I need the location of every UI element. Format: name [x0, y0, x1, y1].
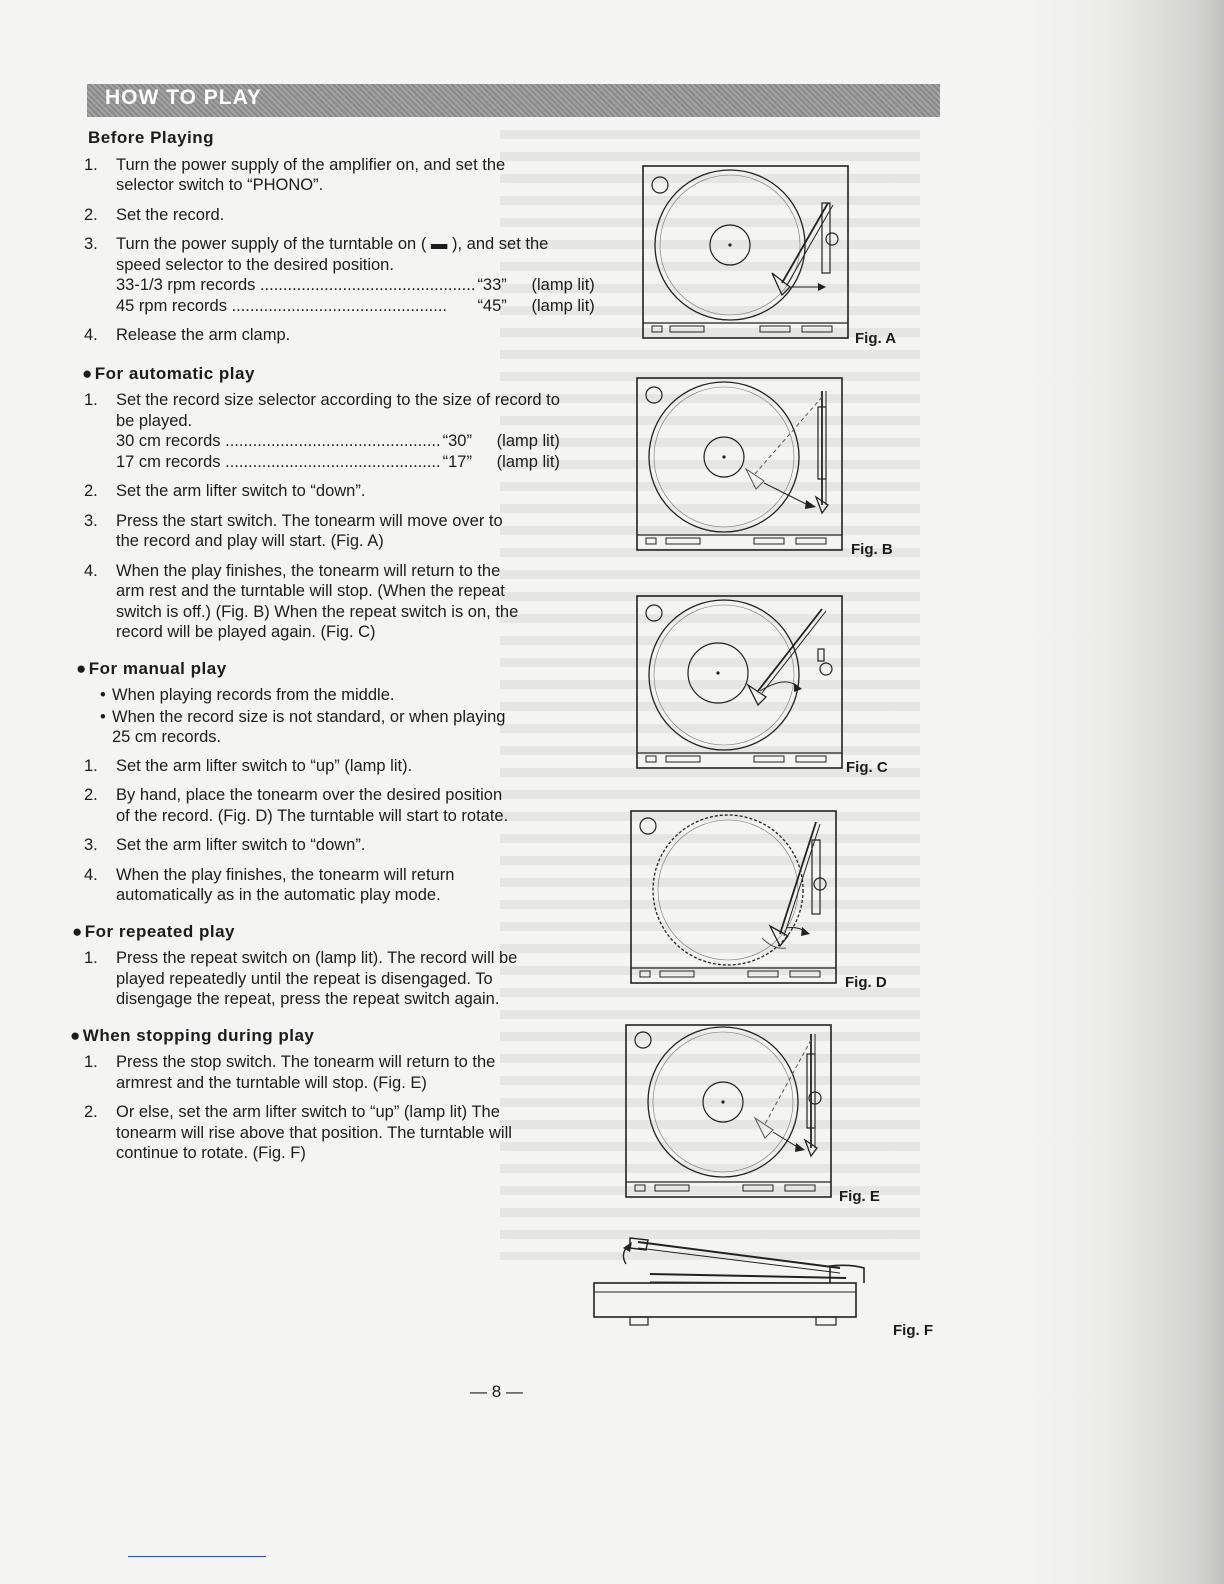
list-item: 2. Set the record. — [84, 205, 225, 224]
figure-e-turntable — [625, 1024, 835, 1204]
size-spec-row: 30 cm records ..... “30” (lamp lit) — [116, 431, 560, 452]
figure-c-turntable — [636, 595, 846, 775]
page-edge-shadow — [1024, 0, 1224, 1584]
list-item: 3. Set the arm lifter switch to “down”. — [84, 836, 366, 854]
bullet-icon: ● — [70, 1025, 81, 1045]
list-item: 4. Release the arm clamp. — [84, 326, 291, 344]
stopping-heading: ● When stopping during play — [70, 1025, 315, 1045]
list-item: 1. Set the record size selector according to the size of record to be played. 30 cm records ..... “30” (lamp lit) 17 cm records ..... “17” (lamp lit) — [70, 390, 520, 472]
instructions-column — [70, 124, 595, 1173]
bullet-icon: ● — [72, 921, 83, 941]
figure-d-turntable — [630, 810, 840, 990]
figure-a-turntable — [642, 165, 852, 345]
manual-play-heading: ● For manual play — [76, 658, 227, 678]
before-playing-heading: Before Playing — [88, 128, 215, 147]
size-spec-row: 17 cm records ..... “17” (lamp lit) — [116, 452, 560, 473]
figure-b-turntable — [636, 377, 846, 557]
footer-underline — [128, 1556, 266, 1557]
bullet-icon: ● — [82, 363, 93, 383]
bullet-icon: ● — [76, 658, 87, 678]
figure-a-label: Fig. A — [855, 330, 897, 347]
figure-b-label: Fig. B — [851, 541, 893, 558]
list-item: 2. By hand, place the tonearm over the desired position of the record. (Fig. D) The turntable will start to rotate. — [84, 786, 509, 825]
list-item: 1. Press the stop switch. The tonearm will return to the armrest and the turntable will stop. (Fig. E) — [84, 1053, 496, 1092]
figure-f-label: Fig. F — [893, 1322, 933, 1339]
list-item: 2. Or else, set the arm lifter switch to “up” (lamp lit) The tonearm will rise above that position. The turntable will continue to rotate. (Fig. F) — [84, 1103, 512, 1162]
figure-e-label: Fig. E — [839, 1188, 880, 1205]
list-item: 1. Set the arm lifter switch to “up” (lamp lit). — [84, 756, 413, 775]
section-header-bar — [87, 84, 940, 117]
list-item: • When playing records from the middle. — [100, 686, 395, 704]
figure-c-label: Fig. C — [846, 759, 888, 776]
automatic-play-heading: ● For automatic play — [82, 363, 255, 383]
repeated-play-heading: ● For repeated play — [72, 921, 235, 941]
list-item: 4. When the play finishes, the tonearm will return automatically as in the automatic play mode. — [84, 865, 455, 904]
list-item: 3. Turn the power supply of the turntable on ( ▬ ), and set the speed selector to the desired position. 33-1/3 rpm records ..... “33” (lamp lit) 45 rpm records ..... “45” (lamp lit) — [70, 234, 520, 316]
list-item: 3. Press the start switch. The tonearm will move over to the record and play will start. (Fig. A) — [84, 511, 503, 550]
speed-spec-row: 33-1/3 rpm records ..... “33” (lamp lit) — [116, 275, 595, 296]
list-item: 4. When the play finishes, the tonearm will return to the arm rest and the turntable will stop. (When the repeat switch is off.) (Fig. B) When the repeat switch is on, the record will be played again. (Fig. C) — [84, 561, 519, 641]
figure-f-side-view — [590, 1228, 880, 1338]
list-item: 1. Turn the power supply of the amplifier on, and set the selector switch to “PHONO”. — [84, 155, 506, 194]
list-item: 2. Set the arm lifter switch to “down”. — [84, 482, 366, 500]
bullet-icon: • — [100, 686, 106, 704]
speed-spec-row: 45 rpm records ..... “45” (lamp lit) — [116, 296, 595, 317]
list-item: • When the record size is not standard, or when playing 25 cm records. — [100, 707, 506, 746]
figure-d-label: Fig. D — [845, 974, 887, 991]
list-item: 1. Press the repeat switch on (lamp lit). The record will be played repeatedly until the repeat is disengaged. To disengage the repeat, press the repeat switch again. — [84, 949, 518, 1008]
section-title: HOW TO PLAY — [105, 86, 262, 109]
page-number: — 8 — — [470, 1382, 523, 1401]
bullet-icon: • — [100, 707, 106, 726]
